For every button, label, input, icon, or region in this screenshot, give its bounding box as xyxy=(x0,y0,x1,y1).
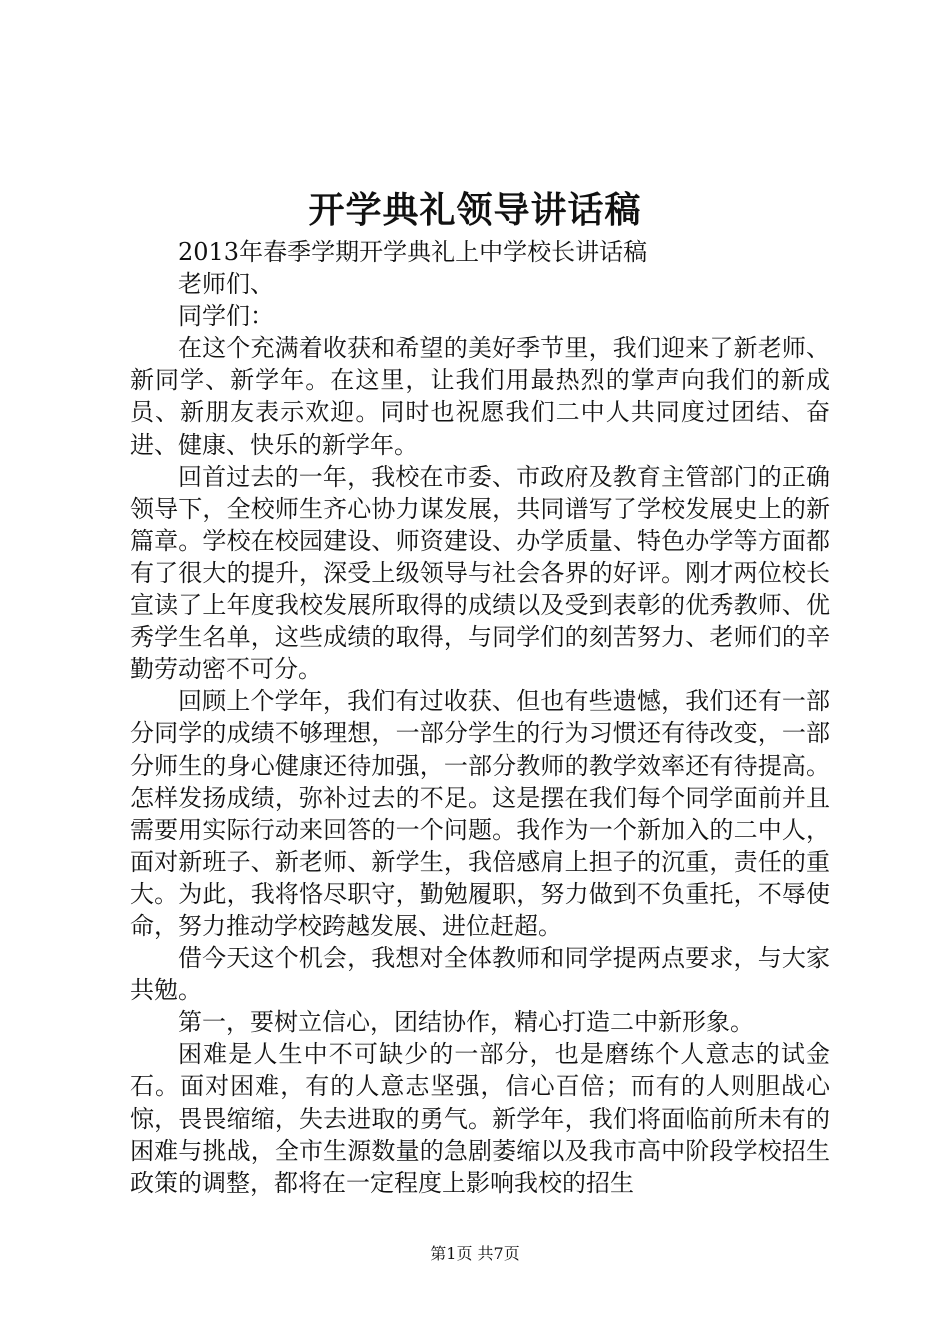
paragraph-subtitle: 2013年春季学期开学典礼上中学校长讲话稿 xyxy=(178,238,648,266)
page-footer: 第1页 共7页 xyxy=(430,1244,520,1263)
paragraph-salutation-teachers: 老师们、 xyxy=(178,270,274,299)
paragraph-review-last-term: 回顾上个学年，我们有过收获、但也有些遗憾，我们还有一部分同学的成绩不够理想，一部分学生的行为习惯还有待改变，一部分师生的身心健康还待加强，一部分教师的教学效率还有待提高。怎样发扬成绩，弥补过去的不足。这是摆在我们每个同学面前并且需要用实际行动来回答的一个问题。我作为一个新加入的二中人，面对新班子、新老师、新学生，我倍感肩上担子的沉重，责任的重大。为此，我将恪尽职守，勤勉履职，努力做到不负重托，不辱使命，努力推动学校跨越发展、进位赶超。 xyxy=(130,687,830,940)
paragraph-requirements-intro: 借今天这个机会，我想对全体教师和同学提两点要求，与大家共勉。 xyxy=(130,944,830,1005)
paragraph-requirement-one: 第一，要树立信心，团结协作，精心打造二中新形象。 xyxy=(178,1008,754,1037)
paragraph-difficulties: 困难是人生中不可缺少的一部分，也是磨练个人意志的试金石。面对困难，有的人意志坚强，信心百倍；而有的人则胆战心惊，畏畏缩缩，失去进取的勇气。新学年，我们将面临前所未有的困难与挑战，全市生源数量的急剧萎缩以及我市高中阶段学校招生政策的调整，都将在一定程度上影响我校的招生 xyxy=(130,1040,830,1197)
paragraph-review-past-year: 回首过去的一年，我校在市委、市政府及教育主管部门的正确领导下，全校师生齐心协力谋发展，共同谱写了学校发展史上的新篇章。学校在校园建设、师资建设、办学质量、特色办学等方面都有了很大的提升，深受上级领导与社会各界的好评。刚才两位校长宣读了上年度我校发展所取得的成绩以及受到表彰的优秀教师、优秀学生名单，这些成绩的取得，与同学们的刻苦努力、老师们的辛勤劳动密不可分。 xyxy=(130,462,830,684)
document-title: 开学典礼领导讲话稿 xyxy=(308,189,642,231)
document-body xyxy=(130,236,830,1199)
paragraph-welcome: 在这个充满着收获和希望的美好季节里，我们迎来了新老师、新同学、新学年。在这里，让我们用最热烈的掌声向我们的新成员、新朋友表示欢迎。同时也祝愿我们二中人共同度过团结、奋进、健康、快乐的新学年。 xyxy=(130,334,830,459)
paragraph-salutation-students: 同学们： xyxy=(178,302,274,331)
